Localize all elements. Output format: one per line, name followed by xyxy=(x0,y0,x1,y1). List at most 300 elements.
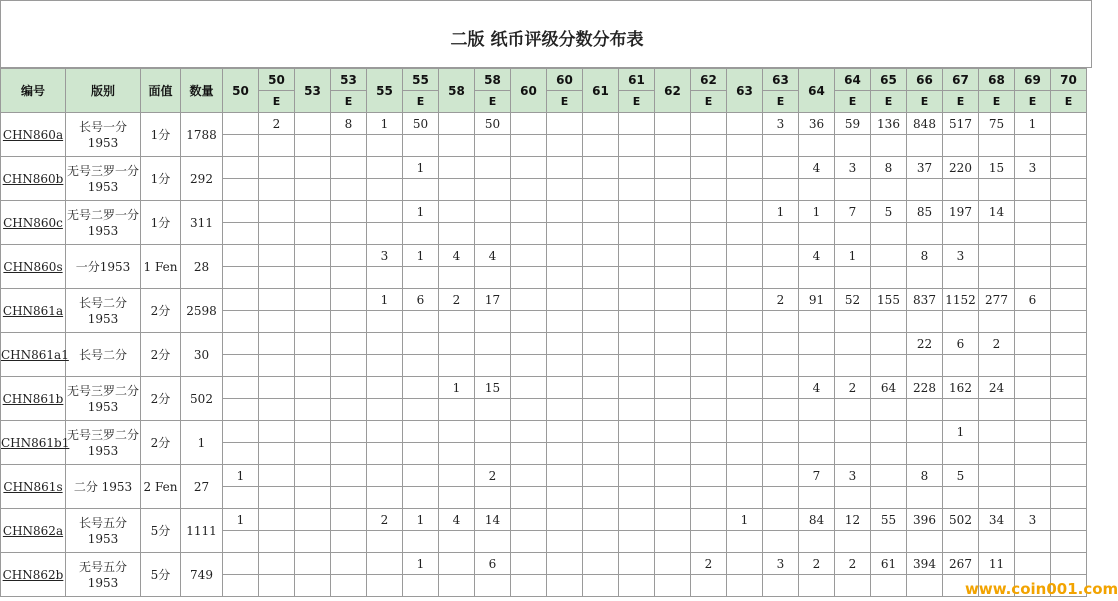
cell-count xyxy=(223,553,259,575)
cell-empty xyxy=(475,399,511,421)
header-grade: 55 xyxy=(403,69,439,91)
header-grade: 62 xyxy=(691,69,727,91)
header-grade: 53 xyxy=(331,69,367,91)
cell-count: 1 xyxy=(943,421,979,443)
cell-count xyxy=(511,201,547,223)
cell-count xyxy=(619,509,655,531)
cell-empty xyxy=(943,355,979,377)
cell-empty xyxy=(799,575,835,597)
header-grade: 60 xyxy=(547,69,583,91)
cell-count: 15 xyxy=(979,157,1015,179)
cell-count xyxy=(655,377,691,399)
cell-count xyxy=(619,553,655,575)
code-link[interactable]: CHN861a1 xyxy=(1,347,69,362)
cell-empty xyxy=(439,355,475,377)
cell-count xyxy=(547,377,583,399)
cell-empty xyxy=(619,575,655,597)
cell-empty xyxy=(403,223,439,245)
cell-empty xyxy=(619,311,655,333)
cell-empty xyxy=(871,311,907,333)
cell-count xyxy=(835,421,871,443)
code-link[interactable]: CHN862b xyxy=(2,567,64,582)
cell-empty xyxy=(943,487,979,509)
cell-count xyxy=(331,157,367,179)
header-grade: 55 xyxy=(367,69,403,113)
cell-empty xyxy=(979,267,1015,289)
cell-version: 一分1953 xyxy=(66,245,141,289)
cell-count: 2 xyxy=(439,289,475,311)
cell-empty xyxy=(727,575,763,597)
cell-count xyxy=(1015,465,1051,487)
cell-count: 6 xyxy=(943,333,979,355)
cell-count: 59 xyxy=(835,113,871,135)
cell-count: 1 xyxy=(727,509,763,531)
code-link[interactable]: CHN860b xyxy=(2,171,64,186)
cell-empty xyxy=(547,443,583,465)
cell-count xyxy=(295,553,331,575)
cell-face: 1 Fen xyxy=(141,245,181,289)
cell-empty xyxy=(1051,487,1087,509)
cell-count: 6 xyxy=(1015,289,1051,311)
cell-count xyxy=(223,421,259,443)
cell-count xyxy=(367,157,403,179)
cell-count xyxy=(547,465,583,487)
cell-empty xyxy=(763,575,799,597)
cell-empty xyxy=(295,487,331,509)
cell-count xyxy=(511,113,547,135)
cell-empty xyxy=(331,487,367,509)
cell-count: 1 xyxy=(367,289,403,311)
cell-empty xyxy=(439,399,475,421)
cell-empty xyxy=(511,223,547,245)
cell-empty xyxy=(871,487,907,509)
cell-empty xyxy=(1015,487,1051,509)
cell-count: 197 xyxy=(943,201,979,223)
cell-empty xyxy=(403,179,439,201)
cell-empty xyxy=(691,267,727,289)
header-grade-e: E xyxy=(547,91,583,113)
cell-count xyxy=(295,289,331,311)
table-row xyxy=(1,289,1087,311)
cell-empty xyxy=(331,355,367,377)
cell-empty xyxy=(979,355,1015,377)
cell-empty xyxy=(655,487,691,509)
header-grade: 66 xyxy=(907,69,943,91)
cell-empty xyxy=(907,223,943,245)
cell-count: 2 xyxy=(367,509,403,531)
cell-count: 1 xyxy=(223,465,259,487)
cell-empty xyxy=(835,399,871,421)
cell-version: 长号一分1953 xyxy=(66,113,141,157)
cell-count: 75 xyxy=(979,113,1015,135)
cell-count xyxy=(763,333,799,355)
cell-count xyxy=(1015,201,1051,223)
cell-empty xyxy=(439,487,475,509)
cell-count: 2 xyxy=(475,465,511,487)
cell-count xyxy=(583,113,619,135)
code-link[interactable]: CHN860c xyxy=(3,215,63,230)
cell-count xyxy=(547,421,583,443)
cell-count xyxy=(763,465,799,487)
cell-empty xyxy=(475,355,511,377)
cell-count: 2 xyxy=(835,377,871,399)
cell-empty xyxy=(475,531,511,553)
cell-empty xyxy=(403,399,439,421)
code-link[interactable]: CHN860a xyxy=(2,127,64,142)
cell-empty xyxy=(259,531,295,553)
cell-count xyxy=(655,157,691,179)
cell-count xyxy=(1015,421,1051,443)
cell-empty xyxy=(511,179,547,201)
cell-count: 162 xyxy=(943,377,979,399)
cell-count xyxy=(547,289,583,311)
cell-count xyxy=(547,157,583,179)
cell-count xyxy=(691,157,727,179)
cell-qty: 1788 xyxy=(181,113,223,157)
cell-empty xyxy=(655,443,691,465)
cell-empty xyxy=(259,355,295,377)
cell-count xyxy=(619,421,655,443)
cell-count xyxy=(331,201,367,223)
cell-count: 5 xyxy=(943,465,979,487)
cell-count: 85 xyxy=(907,201,943,223)
cell-count: 1 xyxy=(403,201,439,223)
cell-count: 12 xyxy=(835,509,871,531)
cell-count: 36 xyxy=(799,113,835,135)
cell-count xyxy=(439,421,475,443)
cell-count xyxy=(871,333,907,355)
cell-version: 二分 1953 xyxy=(66,465,141,509)
code-link[interactable]: CHN861b1 xyxy=(1,435,70,450)
cell-count xyxy=(223,333,259,355)
cell-count: 3 xyxy=(835,465,871,487)
cell-count: 8 xyxy=(907,465,943,487)
cell-empty xyxy=(295,355,331,377)
cell-count xyxy=(871,421,907,443)
cell-count xyxy=(655,289,691,311)
cell-empty xyxy=(439,575,475,597)
cell-count xyxy=(511,509,547,531)
cell-count xyxy=(547,201,583,223)
cell-code xyxy=(1,113,66,157)
cell-empty xyxy=(871,267,907,289)
cell-count xyxy=(727,113,763,135)
cell-count xyxy=(727,201,763,223)
cell-count xyxy=(223,377,259,399)
header-grade: 50 xyxy=(223,69,259,113)
cell-empty xyxy=(403,135,439,157)
cell-count xyxy=(907,421,943,443)
cell-empty xyxy=(907,575,943,597)
cell-count xyxy=(691,245,727,267)
cell-empty xyxy=(799,355,835,377)
cell-count: 6 xyxy=(475,553,511,575)
cell-empty xyxy=(907,399,943,421)
cell-empty xyxy=(871,399,907,421)
header-face: 面值 xyxy=(141,69,181,113)
cell-count xyxy=(511,157,547,179)
cell-count xyxy=(331,245,367,267)
cell-version: 长号二分1953 xyxy=(66,289,141,333)
cell-count: 517 xyxy=(943,113,979,135)
cell-count: 396 xyxy=(907,509,943,531)
cell-count xyxy=(1051,509,1087,531)
cell-count: 1 xyxy=(835,245,871,267)
cell-count xyxy=(691,465,727,487)
cell-count xyxy=(331,421,367,443)
cell-empty xyxy=(979,399,1015,421)
cell-count: 1 xyxy=(367,113,403,135)
cell-empty xyxy=(583,531,619,553)
cell-count xyxy=(583,509,619,531)
grade-distribution-table xyxy=(0,68,1087,597)
cell-code xyxy=(1,465,66,509)
cell-count xyxy=(259,553,295,575)
cell-empty xyxy=(331,135,367,157)
code-link[interactable]: CHN860s xyxy=(3,259,63,274)
cell-empty xyxy=(799,399,835,421)
cell-empty xyxy=(547,179,583,201)
cell-count xyxy=(259,201,295,223)
cell-empty xyxy=(223,487,259,509)
cell-count: 4 xyxy=(439,245,475,267)
cell-empty xyxy=(619,179,655,201)
cell-count: 17 xyxy=(475,289,511,311)
cell-empty xyxy=(295,223,331,245)
cell-empty xyxy=(763,487,799,509)
header-grade: 63 xyxy=(763,69,799,91)
cell-empty xyxy=(511,399,547,421)
cell-count: 1 xyxy=(403,157,439,179)
cell-count xyxy=(763,245,799,267)
cell-empty xyxy=(619,399,655,421)
cell-version: 无号三罗一分1953 xyxy=(66,157,141,201)
cell-empty xyxy=(331,443,367,465)
table-row xyxy=(1,333,1087,355)
cell-code xyxy=(1,421,70,465)
header-grade: 64 xyxy=(799,69,835,113)
cell-count: 4 xyxy=(799,245,835,267)
cell-count xyxy=(619,113,655,135)
code-link[interactable]: CHN861b xyxy=(2,391,64,406)
cell-count xyxy=(763,509,799,531)
cell-empty xyxy=(583,223,619,245)
cell-qty: 28 xyxy=(181,245,223,289)
cell-face: 2分 xyxy=(141,421,181,465)
cell-count: 24 xyxy=(979,377,1015,399)
cell-count xyxy=(727,421,763,443)
cell-count xyxy=(691,201,727,223)
cell-count xyxy=(259,509,295,531)
cell-empty xyxy=(871,575,907,597)
cell-empty xyxy=(475,575,511,597)
cell-count: 3 xyxy=(943,245,979,267)
cell-count: 1 xyxy=(223,509,259,531)
cell-count xyxy=(295,113,331,135)
cell-count: 394 xyxy=(907,553,943,575)
cell-count: 848 xyxy=(907,113,943,135)
cell-count: 502 xyxy=(943,509,979,531)
cell-count xyxy=(367,553,403,575)
table-row xyxy=(1,377,1087,399)
cell-count xyxy=(511,245,547,267)
cell-empty xyxy=(331,399,367,421)
code-link[interactable]: CHN861a xyxy=(2,303,64,318)
cell-count xyxy=(1051,201,1087,223)
cell-count xyxy=(619,465,655,487)
cell-empty xyxy=(295,531,331,553)
cell-empty xyxy=(871,531,907,553)
cell-empty xyxy=(259,443,295,465)
cell-qty: 1 xyxy=(181,421,223,465)
cell-empty xyxy=(871,443,907,465)
header-grade-e: E xyxy=(259,91,295,113)
cell-empty xyxy=(475,443,511,465)
cell-empty xyxy=(259,311,295,333)
cell-code xyxy=(1,553,66,597)
cell-empty xyxy=(547,531,583,553)
cell-face: 5分 xyxy=(141,553,181,597)
cell-empty xyxy=(295,267,331,289)
cell-qty: 30 xyxy=(181,333,223,377)
cell-empty xyxy=(403,531,439,553)
cell-empty xyxy=(691,531,727,553)
cell-empty xyxy=(727,179,763,201)
cell-empty xyxy=(403,575,439,597)
cell-count xyxy=(727,465,763,487)
cell-empty xyxy=(547,135,583,157)
cell-version: 无号二罗一分1953 xyxy=(66,201,141,245)
cell-empty xyxy=(475,223,511,245)
cell-count xyxy=(367,333,403,355)
cell-empty xyxy=(727,311,763,333)
cell-empty xyxy=(799,487,835,509)
cell-empty xyxy=(799,531,835,553)
cell-empty xyxy=(1051,223,1087,245)
cell-count: 136 xyxy=(871,113,907,135)
code-link[interactable]: CHN862a xyxy=(2,523,64,538)
cell-empty xyxy=(835,355,871,377)
cell-empty xyxy=(583,443,619,465)
cell-qty: 292 xyxy=(181,157,223,201)
cell-count: 3 xyxy=(1015,509,1051,531)
cell-count xyxy=(691,113,727,135)
cell-count xyxy=(763,377,799,399)
watermark: www.coin001.com xyxy=(965,580,1118,598)
cell-empty xyxy=(331,575,367,597)
cell-empty xyxy=(763,179,799,201)
cell-empty xyxy=(295,179,331,201)
cell-empty xyxy=(367,179,403,201)
cell-empty xyxy=(799,443,835,465)
cell-count xyxy=(439,333,475,355)
header-grade-e: E xyxy=(1051,91,1087,113)
header-grade: 62 xyxy=(655,69,691,113)
header-grade: 67 xyxy=(943,69,979,91)
cell-count: 1152 xyxy=(943,289,979,311)
cell-count xyxy=(619,201,655,223)
cell-empty xyxy=(331,531,367,553)
cell-empty xyxy=(799,135,835,157)
cell-empty xyxy=(331,223,367,245)
cell-count: 61 xyxy=(871,553,907,575)
code-link[interactable]: CHN861s xyxy=(3,479,63,494)
cell-qty: 2598 xyxy=(181,289,223,333)
header-grade: 64 xyxy=(835,69,871,91)
cell-empty xyxy=(367,531,403,553)
cell-empty xyxy=(1015,443,1051,465)
cell-empty xyxy=(583,267,619,289)
cell-count: 52 xyxy=(835,289,871,311)
cell-empty xyxy=(979,311,1015,333)
header-grade: 58 xyxy=(439,69,475,113)
cell-count xyxy=(691,509,727,531)
cell-empty xyxy=(835,135,871,157)
header-qty: 数量 xyxy=(181,69,223,113)
cell-count xyxy=(331,289,367,311)
cell-count: 91 xyxy=(799,289,835,311)
cell-empty xyxy=(943,223,979,245)
cell-empty xyxy=(655,355,691,377)
cell-empty xyxy=(619,531,655,553)
cell-empty xyxy=(907,531,943,553)
cell-empty xyxy=(259,267,295,289)
cell-code xyxy=(1,509,66,553)
cell-count xyxy=(727,333,763,355)
cell-count: 7 xyxy=(799,465,835,487)
cell-empty xyxy=(295,443,331,465)
cell-count: 1 xyxy=(763,201,799,223)
cell-empty xyxy=(835,575,871,597)
cell-empty xyxy=(259,487,295,509)
cell-code xyxy=(1,245,66,289)
cell-count xyxy=(655,421,691,443)
header-grade: 60 xyxy=(511,69,547,113)
cell-empty xyxy=(943,135,979,157)
cell-count: 6 xyxy=(403,289,439,311)
cell-count: 2 xyxy=(835,553,871,575)
cell-empty xyxy=(619,223,655,245)
header-grade-e: E xyxy=(871,91,907,113)
cell-count xyxy=(1015,333,1051,355)
cell-empty xyxy=(943,311,979,333)
cell-empty xyxy=(655,267,691,289)
cell-code xyxy=(1,157,66,201)
cell-count xyxy=(727,157,763,179)
cell-count xyxy=(331,465,367,487)
cell-count: 2 xyxy=(691,553,727,575)
page-title: 二版 纸币评级分数分布表 xyxy=(450,30,644,50)
cell-empty xyxy=(511,531,547,553)
cell-count: 1 xyxy=(1015,113,1051,135)
cell-count xyxy=(475,201,511,223)
cell-empty xyxy=(259,135,295,157)
cell-empty xyxy=(1015,531,1051,553)
cell-empty xyxy=(907,311,943,333)
cell-count xyxy=(511,289,547,311)
cell-count xyxy=(727,245,763,267)
cell-count: 50 xyxy=(475,113,511,135)
cell-code xyxy=(1,333,69,377)
header-grade-e: E xyxy=(403,91,439,113)
cell-count xyxy=(691,377,727,399)
header-grade-e: E xyxy=(907,91,943,113)
cell-count xyxy=(511,377,547,399)
cell-empty xyxy=(367,355,403,377)
cell-face: 1分 xyxy=(141,157,181,201)
cell-count: 8 xyxy=(907,245,943,267)
cell-empty xyxy=(727,443,763,465)
